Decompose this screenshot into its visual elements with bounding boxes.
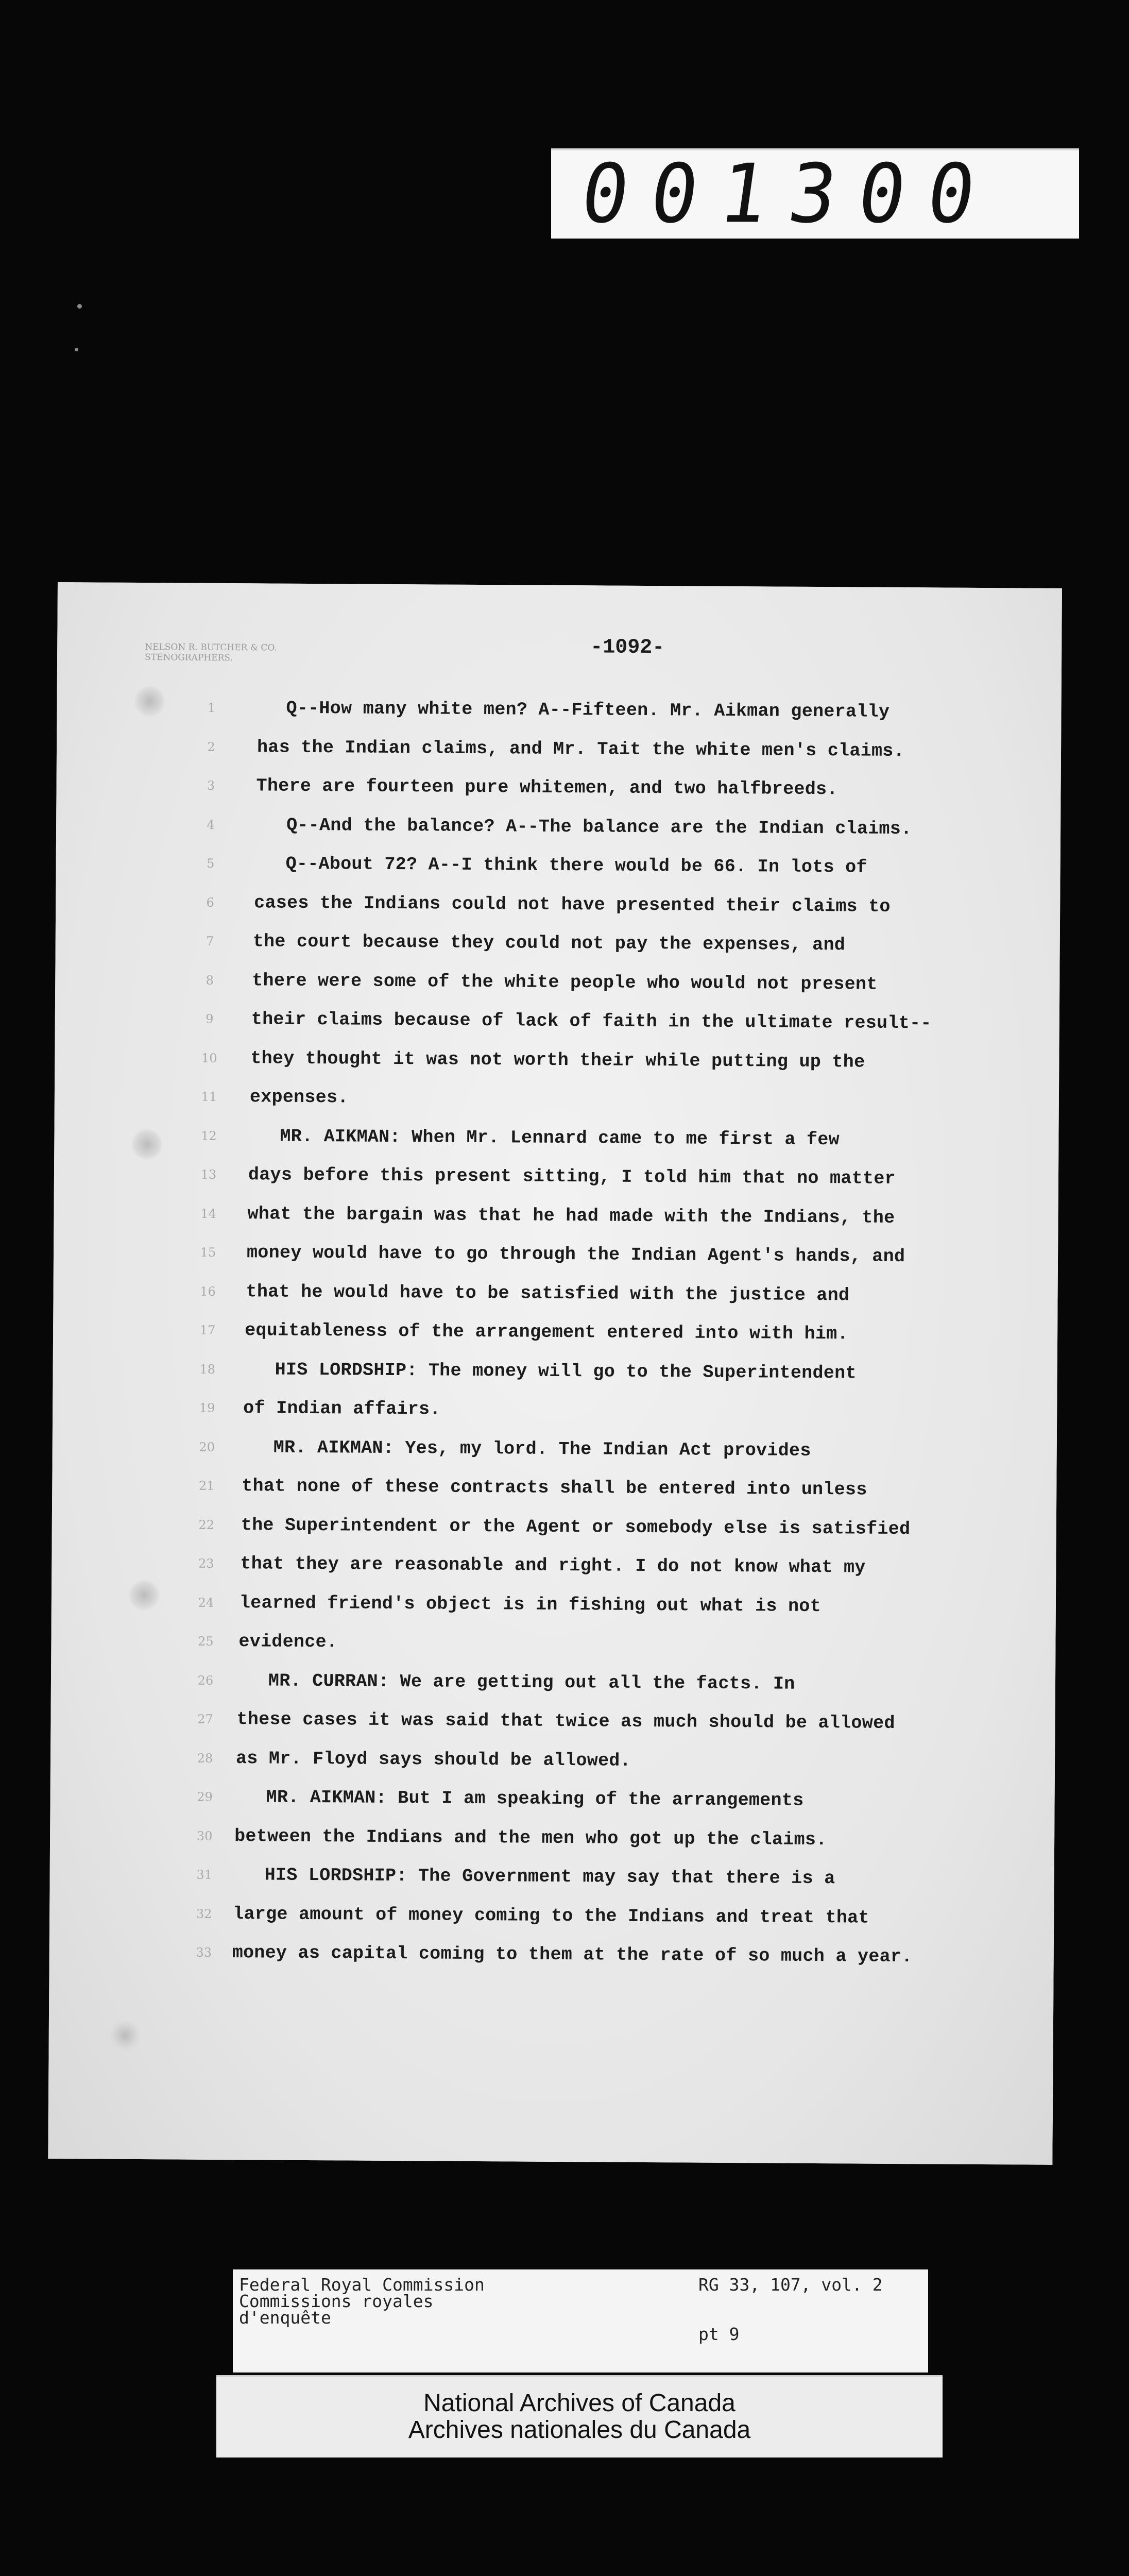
archives-banner [216,2375,943,2458]
transcript-line: of Indian affairs. [243,1398,441,1420]
transcript-line: that he would have to be satisfied with the justice and [246,1281,850,1306]
document-page [48,582,1062,2165]
label-collection-line-1: Federal Royal Commission [239,2275,485,2295]
transcript-line: Q--About 72? A--I think there would be 66. In lots of [285,853,867,878]
letterhead-line: NELSON R. BUTCHER & CO. [145,642,277,653]
line-number: 17 [199,1323,216,1337]
label-record-group: RG 33, 107, vol. 2 [698,2275,883,2295]
transcript-line: expenses. [249,1087,349,1108]
transcript-line: there were some of the white people who would not present [252,970,878,995]
line-number: 4 [207,817,215,832]
line-number: 27 [197,1711,213,1726]
film-speck [75,348,78,351]
label-collection-line-3: d'enquête [239,2308,331,2328]
line-number: 19 [199,1400,215,1415]
transcript-line: money as capital coming to them at the rate of so much a year. [232,1942,913,1968]
transcript-line: MR. AIKMAN: But I am speaking of the arrangements [266,1787,804,1811]
line-number: 33 [196,1945,212,1960]
transcript-line: the court because they could not pay the expenses, and [252,931,846,956]
transcript-line: MR. AIKMAN: When Mr. Lennard came to me first a few [280,1126,840,1150]
transcript-line: between the Indians and the men who got up the claims. [234,1826,827,1851]
line-number: 10 [201,1050,217,1065]
archives-name-english: National Archives of Canada [423,2389,735,2417]
line-number: 26 [197,1673,214,1688]
line-number: 1 [207,700,216,715]
line-number: 28 [197,1751,213,1766]
line-number: 31 [196,1867,213,1882]
line-number: 30 [196,1828,213,1843]
line-number: 23 [198,1556,214,1571]
transcript-line: learned friend's object is in fishing out what is not [239,1592,822,1617]
line-number: 21 [198,1478,215,1493]
film-speck [77,304,82,309]
stenographer-letterhead [145,642,277,664]
line-number: 15 [200,1245,216,1260]
punch-hole-mark [131,1129,162,1160]
transcript-line: Q--And the balance? A--The balance are the Indian claims. [286,815,912,840]
line-number: 14 [200,1206,216,1221]
transcript-line: large amount of money coming to the Indians and treat that [233,1904,869,1928]
line-number: 8 [206,973,214,988]
archives-name-french: Archives nationales du Canada [408,2416,751,2444]
transcript-line: MR. AIKMAN: Yes, my lord. The Indian Act provides [273,1437,811,1461]
line-number: 32 [196,1906,212,1921]
line-number: 2 [207,739,215,754]
line-number: 16 [200,1284,216,1299]
transcript-line: they thought it was not worth their while putting up the [250,1048,865,1073]
transcript-line: what the bargain was that he had made with the Indians, the [247,1204,895,1228]
frame-number: 001300 [575,147,1004,242]
label-collection-line-2: Commissions royales [239,2291,434,2311]
line-number: 11 [201,1089,217,1104]
label-part: pt 9 [698,2324,740,2344]
transcript-line: these cases it was said that twice as much should be allowed [236,1709,895,1734]
transcript-line: equitableness of the arrangement entered into with him. [245,1320,848,1345]
transcript-line: MR. CURRAN: We are getting out all the facts. In [268,1670,795,1694]
transcript-line: their claims because of lack of faith in the ultimate result-- [251,1009,932,1034]
line-number: 22 [198,1517,215,1532]
transcript-line: HIS LORDSHIP: The Government may say that there is a [264,1865,835,1889]
transcript-line: money would have to go through the Indian Agent's hands, and [246,1242,905,1267]
archive-reference-label [233,2269,928,2372]
punch-hole-mark [129,1580,160,1611]
line-number: 18 [199,1362,216,1377]
line-number: 9 [206,1011,214,1026]
transcript-line: has the Indian claims, and Mr. Tait the white men's claims. [256,737,905,762]
line-number: 12 [201,1128,217,1143]
transcript-line: days before this present sitting, I told him that no matter [248,1164,896,1189]
frame-number-box [551,147,1079,242]
line-number: 7 [206,934,214,948]
transcript-line: cases the Indians could not have presented their claims to [254,892,891,917]
page-number: -1092- [590,636,665,660]
line-number: 5 [206,856,215,871]
transcript-line: There are fourteen pure whitemen, and two halfbreeds. [256,775,838,800]
transcript-line: Q--How many white men? A--Fifteen. Mr. Aikman generally [286,698,890,722]
punch-hole-mark [134,686,165,717]
transcript-line: that none of these contracts shall be entered into unless [242,1476,867,1500]
line-number: 20 [199,1439,215,1454]
transcript-line: the Superintendent or the Agent or somebody else is satisfied [241,1515,911,1540]
letterhead-line: STENOGRAPHERS. [145,652,233,664]
transcript-body [232,698,1010,1968]
punch-hole-mark [110,2020,141,2051]
line-number: 3 [207,778,215,793]
transcript-line: as Mr. Floyd says should be allowed. [235,1748,631,1771]
transcript-line: that they are reasonable and right. I do not know what my [240,1553,866,1578]
transcript-line: HIS LORDSHIP: The money will go to the Superintendent [275,1359,857,1384]
line-number: 25 [198,1634,214,1649]
line-number: 29 [197,1789,213,1804]
line-number: 13 [200,1167,217,1182]
transcript-line: evidence. [238,1631,338,1653]
line-number: 24 [198,1595,214,1610]
line-number: 6 [206,895,214,910]
